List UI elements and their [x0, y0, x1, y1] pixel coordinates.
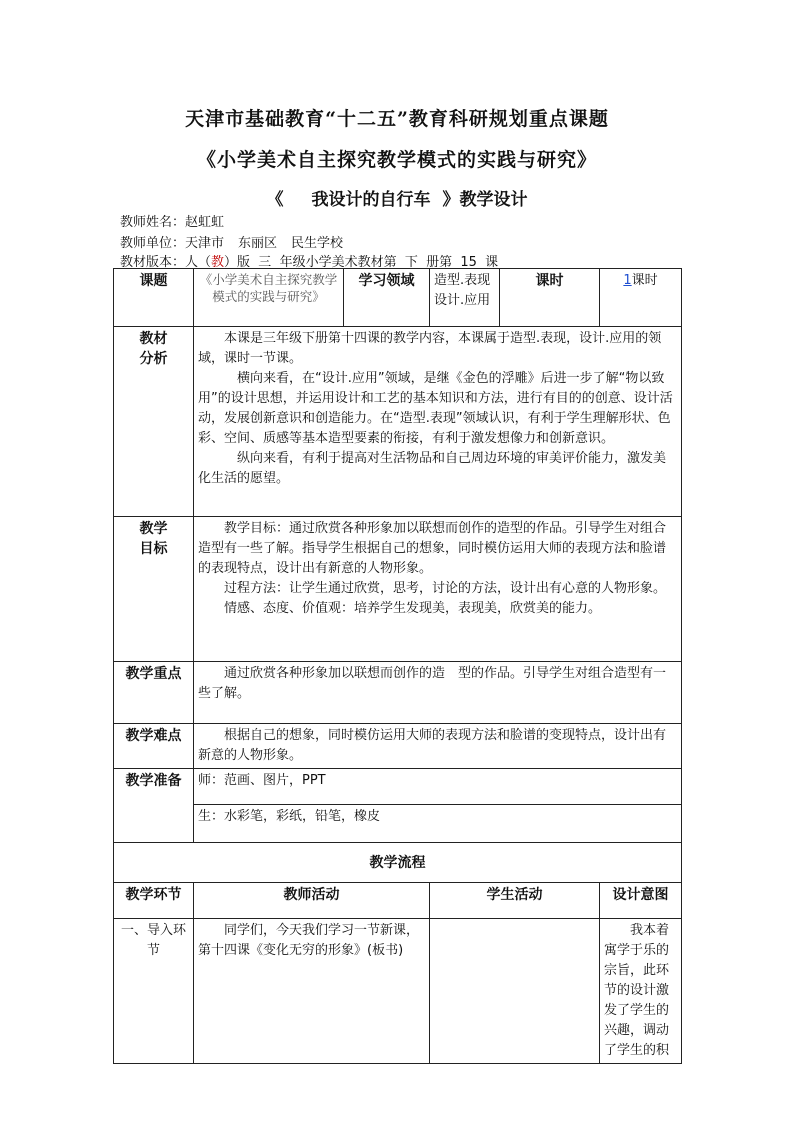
materials-label [114, 327, 194, 517]
prep-label: 教学准备 [114, 769, 194, 843]
prep-teacher: 师：范画、图片，PPT [194, 769, 682, 805]
goals-p1: 教学目标：通过欣赏各种形象加以联想而创作的造型的作品。引导学生对组合造型有一些了解。指导学生根据自己的想象，同时模仿运用大师的表现方法和脸谱的表现特点，设计出有新意的人物形象。 [198, 521, 667, 576]
materials-p1: 本课是三年级下册第十四课的教学内容，本课属于造型.表现，设计.应用的领域，课时一节课。 [198, 331, 662, 366]
goals-label [114, 517, 194, 662]
materials-content [194, 327, 682, 517]
step1-stage: 一、导入环节 [114, 919, 194, 1064]
edition-red: 教 [211, 255, 225, 270]
teacher-unit-label: 教师单位： [120, 236, 186, 251]
goals-label-1: 教学 [139, 521, 168, 537]
materials-p3: 纵向来看，有利于提高对生活物品和自己周边环境的审美评价能力，激发美化生活的愿望。 [198, 451, 667, 486]
unit-district: 东丽区 [238, 236, 278, 251]
difficulty-text: 根据自己的想象，同时模仿运用大师的表现方法和脸谱的变现特点，设计出有新意的人物形象。 [198, 728, 667, 763]
edition-post: ）版 三 年级小学美术教材第 下 册第 15 课 [224, 255, 499, 270]
step1-teacher-text: 同学们，今天我们学习一节新课，第十四课《变化无穷的形象》(板书) [198, 923, 420, 958]
teacher-unit-line [120, 232, 343, 251]
lesson-title [0, 185, 794, 210]
step1-teacher [194, 919, 430, 1064]
prep-student: 生：水彩笔，彩纸，铅笔，橡皮 [194, 805, 682, 843]
goals-content [194, 517, 682, 662]
key-text: 通过欣赏各种形象加以联想而创作的造 型的作品。引导学生对组合造型有一些了解。 [198, 666, 667, 701]
flow-col-intent: 设计意图 [600, 883, 682, 919]
flow-col-student: 学生活动 [430, 883, 600, 919]
hours-value [600, 269, 682, 327]
goals-p3: 情感、态度、价值观：培养学生发现美，表现美，欣赏美的能力。 [224, 601, 602, 616]
difficulty-label: 教学难点 [114, 724, 194, 769]
hours-num: 1 [623, 273, 632, 288]
teacher-name-line [120, 211, 224, 230]
hours-unit: 课时 [631, 273, 658, 288]
unit-school: 民生学校 [291, 236, 344, 251]
flow-col-teacher: 教师活动 [194, 883, 430, 919]
teacher-name: 赵虹虹 [185, 215, 225, 230]
teacher-name-label: 教师姓名： [120, 215, 186, 230]
step1-intent-text: 我本着寓学于乐的宗旨，此环节的设计激发了学生的兴趣，调动了学生的积 [604, 923, 670, 1058]
key-label: 教学重点 [114, 662, 194, 724]
project-title: 《小学美术自主探究教学模式的实践与研究》 [196, 149, 597, 171]
lesson-plan-table [113, 268, 682, 1064]
lesson-title-open: 《 [266, 190, 284, 210]
materials-p2: 横向来看，在“设计.应用”领域，是继《金色的浮雕》后进一步了解“物以致用”的设计思想，并运用设计和工艺的基本知识和方法，进行有目的的创意、设计活动，发展创新意识和创造能力。在“造型.表现”领域认识，有利于学生理解形状、色彩、空间、质感等基本造型要素的衔接，有利于激发想像力和创新意识。 [198, 371, 673, 446]
hours-label: 课时 [500, 269, 600, 327]
page-title: 天津市基础教育“十二五”教育科研规划重点课题 [185, 108, 609, 130]
difficulty-content [194, 724, 682, 769]
edition-pre: 人（ [185, 255, 212, 270]
materials-label-1: 教材 [139, 331, 168, 347]
unit-city: 天津市 [185, 236, 225, 251]
topic-label: 课题 [114, 269, 194, 327]
field-label: 学习领域 [344, 269, 430, 327]
flow-col-stage: 教学环节 [114, 883, 194, 919]
key-content [194, 662, 682, 724]
step1-intent [600, 919, 682, 1064]
edition-label: 教材版本： [120, 255, 186, 270]
goals-label-2: 目标 [139, 541, 168, 557]
field-value: 造型.表现设计.应用 [430, 269, 500, 327]
goals-p2: 过程方法：让学生通过欣赏，思考，讨论的方法，设计出有心意的人物形象。 [224, 581, 667, 596]
lesson-title-name: 我设计的自行车 [311, 190, 431, 210]
materials-label-2: 分析 [139, 351, 168, 367]
flow-title: 教学流程 [114, 843, 682, 883]
lesson-title-close: 》教学设计 [442, 190, 528, 210]
step1-student [430, 919, 600, 1064]
topic-value: 《小学美术自主探究教学模式的实践与研究》 [194, 269, 344, 327]
